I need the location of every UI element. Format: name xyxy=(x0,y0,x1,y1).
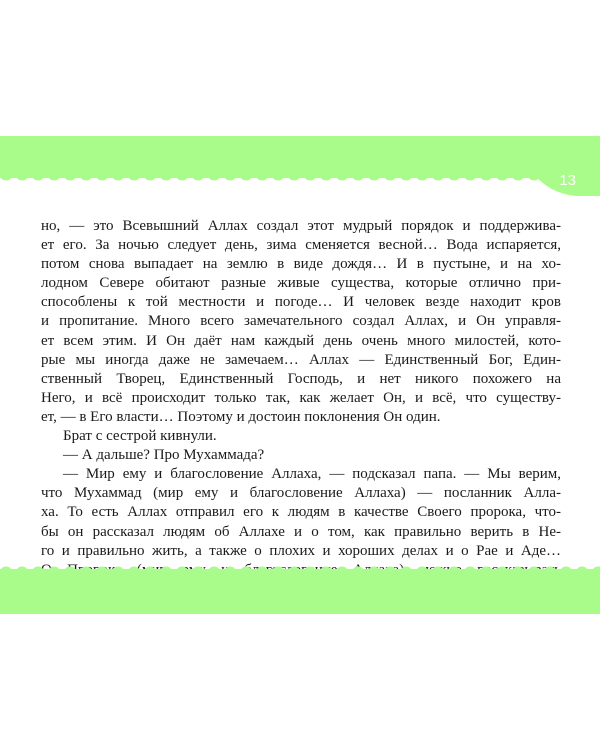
text-line: но, — это Всевышний Аллах создал этот мудрый порядок и поддержива- xyxy=(41,218,561,234)
text-line: ет, — в Его власти… Поэтому и достоин поклонения Он один. xyxy=(41,408,441,425)
text-line: — Мир ему и благословение Аллаха, — подсказал папа. — Мы верим, xyxy=(63,466,561,483)
text-line: что Мухаммад (мир ему и благословение Аллаха) — посланник Алла- xyxy=(41,485,561,502)
text-line: — А дальше? Про Мухаммада? xyxy=(63,447,265,464)
text-line: рые мы иногда даже не замечаем… Аллах — Единственный Бог, Един- xyxy=(41,351,561,368)
body-text xyxy=(41,217,561,580)
page-number: 13 xyxy=(559,172,576,189)
text-line: бы он рассказал людям об Аллахе и о том, как правильно верить в Не- xyxy=(41,523,561,540)
text-line: потом снова выпадает на землю в виде дождя… И в пустыне, и на хо- xyxy=(41,256,561,273)
text-line: и пропитание. Много всего замечательного создал Аллах, и Он управля- xyxy=(41,313,561,330)
text-line: ха. То есть Аллах отправил его к людям в качестве Своего пророка, что- xyxy=(41,504,561,521)
text-line: лодном Севере обитают разные живые существа, которые отлично при- xyxy=(41,275,561,292)
bottom-decorative-band xyxy=(0,569,600,614)
text-line: способлены к той местности и погоде… И человек везде находит кров xyxy=(41,294,561,311)
text-line: ет всем этим. И Он даёт нам каждый день очень много милостей, кото- xyxy=(41,332,561,349)
text-line: го и правильно жить, а также о плохих и хороших делах и о Рае и Аде… xyxy=(41,542,561,559)
text-line: Брат с сестрой кивнули. xyxy=(63,428,217,445)
text-line: ет его. За ночью следует день, зима сменяется весной… Вода испаряется, xyxy=(41,237,561,254)
top-scalloped-edge xyxy=(0,172,600,184)
text-line: ственный Творец, Единственный Господь, и нет никого похожего на xyxy=(41,370,561,387)
text-line: Него, и всё происходит только так, как желает Он, и всё, что существу- xyxy=(41,389,561,406)
